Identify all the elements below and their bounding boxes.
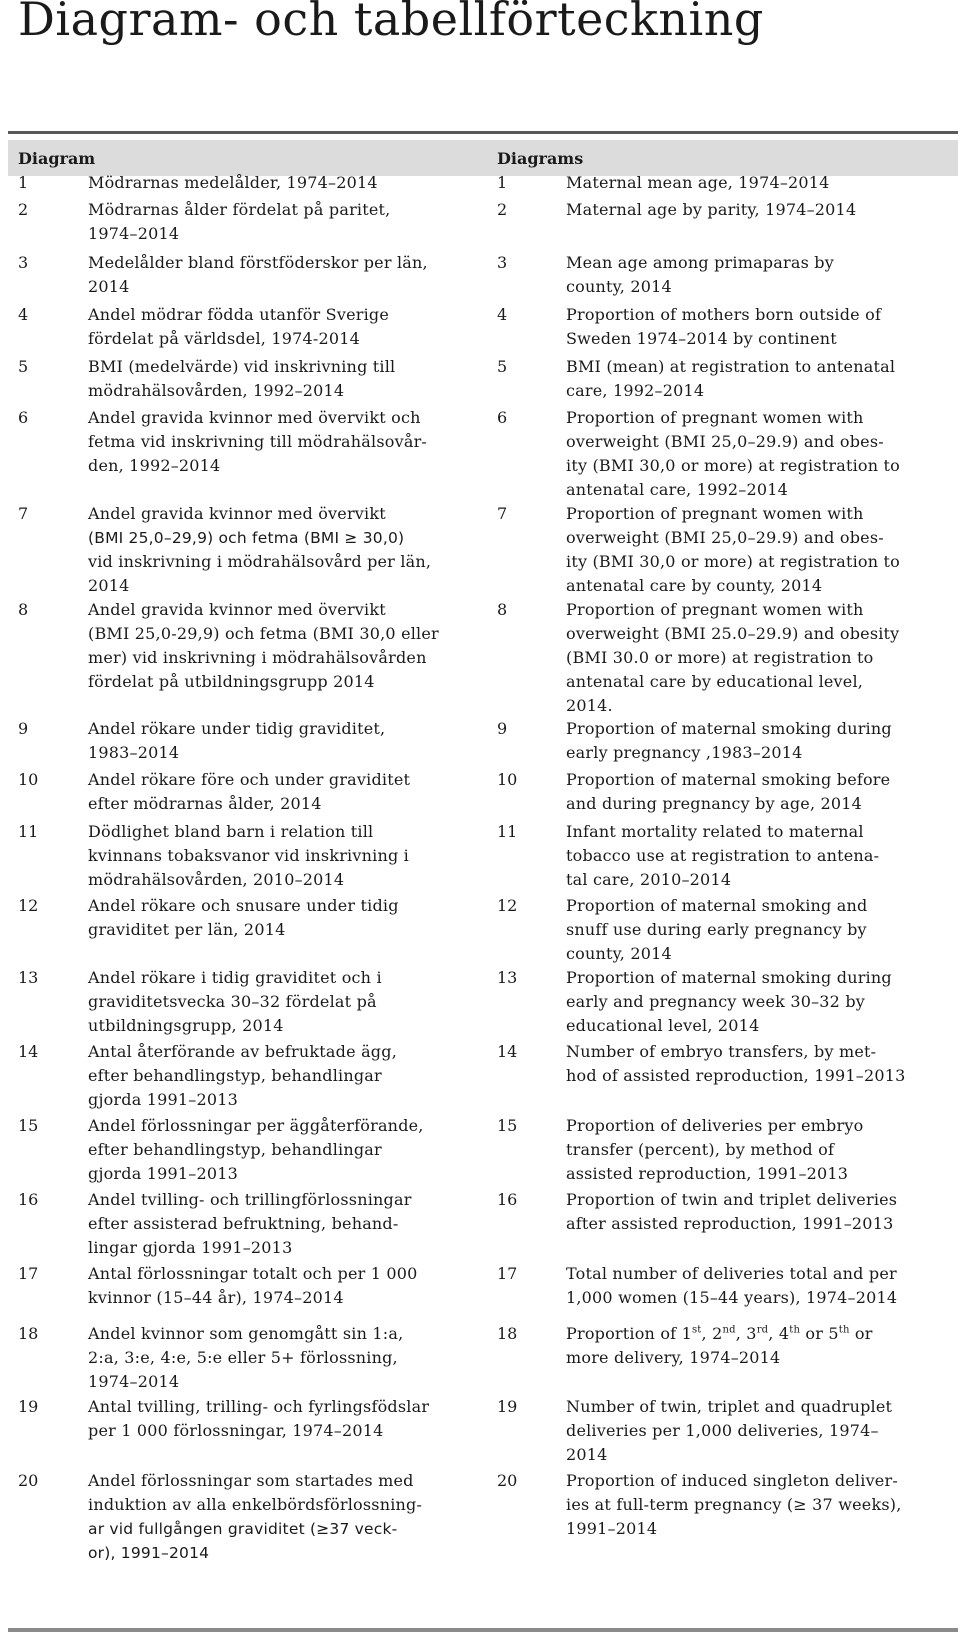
text-line: Andel gravida kvinnor med övervikt bbox=[88, 504, 386, 523]
text-line: efter behandlingstyp, behandlingar bbox=[88, 1140, 382, 1159]
text-line: transfer (percent), by method of bbox=[566, 1140, 835, 1159]
diagram-number: 14 bbox=[18, 1042, 39, 1061]
text-line: or), 1991–2014 bbox=[88, 1544, 210, 1562]
text-line: (BMI 30.0 or more) at registration to bbox=[566, 648, 874, 667]
diagram-title-english bbox=[566, 406, 956, 502]
text-line: county, 2014 bbox=[566, 277, 672, 296]
text-line: 2014. bbox=[566, 696, 613, 715]
text-line: 2014 bbox=[566, 1445, 608, 1464]
diagram-title-swedish bbox=[88, 1188, 478, 1260]
diagram-title-swedish bbox=[88, 171, 478, 195]
diagram-number: 20 bbox=[18, 1471, 39, 1490]
diagram-title-english bbox=[566, 1322, 956, 1370]
text-line: overweight (BMI 25,0–29.9) and obes- bbox=[566, 528, 884, 547]
text-line: Andel rökare och snusare under tidig bbox=[88, 896, 399, 915]
diagram-title-english bbox=[566, 1188, 956, 1236]
diagram-number: 3 bbox=[18, 253, 29, 272]
diagram-number: 8 bbox=[18, 600, 29, 619]
text-line: Proportion of maternal smoking before bbox=[566, 770, 891, 789]
diagram-title-swedish bbox=[88, 768, 478, 816]
diagram-number: 13 bbox=[497, 968, 518, 987]
text-line: utbildningsgrupp, 2014 bbox=[88, 1016, 284, 1035]
diagram-number: 17 bbox=[18, 1264, 39, 1283]
text-line: educational level, 2014 bbox=[566, 1016, 760, 1035]
text-line: early pregnancy ,1983–2014 bbox=[566, 743, 803, 762]
text-line: 1974–2014 bbox=[88, 224, 180, 243]
text-line: Proportion of maternal smoking during bbox=[566, 719, 892, 738]
text-line: ity (BMI 30,0 or more) at registration to bbox=[566, 552, 900, 571]
diagram-title-english bbox=[566, 820, 956, 892]
text-line: Proportion of induced singleton deliver- bbox=[566, 1471, 898, 1490]
diagram-number: 9 bbox=[497, 719, 508, 738]
text-line: (BMI 25,0–29,9) och fetma (BMI ≥ 30,0) bbox=[88, 529, 405, 547]
text-line: Andel rökare före och under graviditet bbox=[88, 770, 411, 789]
text-line: Proportion of pregnant women with bbox=[566, 504, 864, 523]
diagram-number: 15 bbox=[18, 1116, 39, 1135]
diagram-title-swedish bbox=[88, 1322, 478, 1394]
diagram-number: 2 bbox=[497, 200, 508, 219]
diagram-title-swedish bbox=[88, 251, 478, 299]
text-line: 2014 bbox=[88, 576, 130, 595]
diagram-title-swedish bbox=[88, 502, 478, 598]
text-line: Total number of deliveries total and per bbox=[566, 1264, 897, 1283]
text-line: Proportion of mothers born outside of bbox=[566, 305, 882, 324]
diagram-number: 19 bbox=[497, 1397, 518, 1416]
text-line: lingar gjorda 1991–2013 bbox=[88, 1238, 293, 1257]
diagram-number: 18 bbox=[497, 1324, 518, 1343]
diagram-number: 6 bbox=[497, 408, 508, 427]
diagram-number: 17 bbox=[497, 1264, 518, 1283]
diagram-title-swedish bbox=[88, 1114, 478, 1186]
diagram-number: 10 bbox=[497, 770, 518, 789]
diagram-title-swedish bbox=[88, 598, 478, 694]
diagram-number: 9 bbox=[18, 719, 29, 738]
diagram-title-swedish bbox=[88, 355, 478, 403]
diagram-title-swedish bbox=[88, 1262, 478, 1310]
diagram-number: 8 bbox=[497, 600, 508, 619]
diagram-title-english bbox=[566, 598, 956, 718]
page-title: Diagram- och tabellförteckning bbox=[18, 0, 764, 46]
diagram-number: 12 bbox=[497, 896, 518, 915]
diagram-number: 1 bbox=[497, 173, 508, 192]
text-line: mödrahälsovården, 1992–2014 bbox=[88, 381, 345, 400]
text-line: Proportion of pregnant women with bbox=[566, 408, 864, 427]
text-line: graviditetsvecka 30–32 fördelat på bbox=[88, 992, 377, 1011]
diagram-number: 1 bbox=[18, 173, 29, 192]
text-line: Andel rökare i tidig graviditet och i bbox=[88, 968, 382, 987]
diagram-title-swedish bbox=[88, 1040, 478, 1112]
table-bottom-rule bbox=[8, 1628, 958, 1632]
text-line: induktion av alla enkelbördsförlossning- bbox=[88, 1495, 423, 1514]
text-line: gjorda 1991–2013 bbox=[88, 1164, 238, 1183]
text-line: assisted reproduction, 1991–2013 bbox=[566, 1164, 849, 1183]
text-line: 1991–2014 bbox=[566, 1519, 658, 1538]
diagram-number: 20 bbox=[497, 1471, 518, 1490]
text-line: antenatal care, 1992–2014 bbox=[566, 480, 788, 499]
text-line: Andel förlossningar som startades med bbox=[88, 1471, 414, 1490]
text-line: kvinnans tobaksvanor vid inskrivning i bbox=[88, 846, 409, 865]
diagram-title-english bbox=[566, 966, 956, 1038]
text-line: ity (BMI 30,0 or more) at registration to bbox=[566, 456, 900, 475]
diagram-title-english bbox=[566, 1114, 956, 1186]
diagram-number: 6 bbox=[18, 408, 29, 427]
diagram-number: 12 bbox=[18, 896, 39, 915]
text-line: den, 1992–2014 bbox=[88, 456, 221, 475]
diagram-number: 7 bbox=[18, 504, 29, 523]
diagram-number: 16 bbox=[497, 1190, 518, 1209]
text-line: per 1 000 förlossningar, 1974–2014 bbox=[88, 1421, 384, 1440]
text-line: Proportion of deliveries per embryo bbox=[566, 1116, 864, 1135]
text-line: hod of assisted reproduction, 1991–2013 bbox=[566, 1066, 906, 1085]
text-line: Infant mortality related to maternal bbox=[566, 822, 864, 841]
diagram-number: 11 bbox=[18, 822, 39, 841]
text-line: Number of embryo transfers, by met- bbox=[566, 1042, 877, 1061]
text-line: snuff use during early pregnancy by bbox=[566, 920, 867, 939]
diagram-number: 2 bbox=[18, 200, 29, 219]
text-line: 2:a, 3:e, 4:e, 5:e eller 5+ förlossning, bbox=[88, 1348, 398, 1367]
text-line: deliveries per 1,000 deliveries, 1974– bbox=[566, 1421, 879, 1440]
text-line: gjorda 1991–2013 bbox=[88, 1090, 238, 1109]
text-line: Antal återförande av befruktade ägg, bbox=[88, 1042, 397, 1061]
text-line: 1,000 women (15–44 years), 1974–2014 bbox=[566, 1288, 898, 1307]
text-line: and during pregnancy by age, 2014 bbox=[566, 794, 863, 813]
text-line: Proportion of pregnant women with bbox=[566, 600, 864, 619]
text-line: overweight (BMI 25.0–29.9) and obesity bbox=[566, 624, 900, 643]
diagram-number: 11 bbox=[497, 822, 518, 841]
text-line: Antal förlossningar totalt och per 1 000 bbox=[88, 1264, 418, 1283]
text-line: kvinnor (15–44 år), 1974–2014 bbox=[88, 1288, 344, 1307]
diagram-title-swedish bbox=[88, 894, 478, 942]
text-line: county, 2014 bbox=[566, 944, 672, 963]
text-line: graviditet per län, 2014 bbox=[88, 920, 286, 939]
header-swedish: Diagram bbox=[18, 149, 96, 168]
text-line: early and pregnancy week 30–32 by bbox=[566, 992, 866, 1011]
text-line: Antal tvilling, trilling- och fyrlingsfödslar bbox=[88, 1397, 430, 1416]
diagram-number: 4 bbox=[497, 305, 508, 324]
text-line: ies at full-term pregnancy (≥ 37 weeks), bbox=[566, 1495, 902, 1514]
text-line: Proportion of maternal smoking and bbox=[566, 896, 868, 915]
diagram-number: 18 bbox=[18, 1324, 39, 1343]
diagram-title-swedish bbox=[88, 966, 478, 1038]
text-line: 1974–2014 bbox=[88, 1372, 180, 1391]
diagram-title-english bbox=[566, 1395, 956, 1467]
diagram-number: 10 bbox=[18, 770, 39, 789]
text-line: Dödlighet bland barn i relation till bbox=[88, 822, 374, 841]
text-line: Number of twin, triplet and quadruplet bbox=[566, 1397, 893, 1416]
diagram-title-swedish bbox=[88, 820, 478, 892]
diagram-title-english bbox=[566, 502, 956, 598]
diagram-number: 5 bbox=[497, 357, 508, 376]
text-line: antenatal care by county, 2014 bbox=[566, 576, 823, 595]
text-line: mer) vid inskrivning i mödrahälsovården bbox=[88, 648, 427, 667]
diagram-title-swedish bbox=[88, 1395, 478, 1443]
text-line: after assisted reproduction, 1991–2013 bbox=[566, 1214, 894, 1233]
header-english: Diagrams bbox=[497, 149, 584, 168]
text-line: Mödrarnas medelålder, 1974–2014 bbox=[88, 173, 378, 192]
text-line: vid inskrivning i mödrahälsovård per län, bbox=[88, 552, 432, 571]
text-line: care, 1992–2014 bbox=[566, 381, 705, 400]
text-line: tobacco use at registration to antena- bbox=[566, 846, 880, 865]
text-line: Maternal age by parity, 1974–2014 bbox=[566, 200, 857, 219]
text-line: Andel tvilling- och trillingförlossningar bbox=[88, 1190, 412, 1209]
text-line: Proportion of maternal smoking during bbox=[566, 968, 892, 987]
diagram-title-english bbox=[566, 1469, 956, 1541]
diagram-number: 5 bbox=[18, 357, 29, 376]
text-line: antenatal care by educational level, bbox=[566, 672, 864, 691]
diagram-title-english bbox=[566, 171, 956, 195]
diagram-number: 3 bbox=[497, 253, 508, 272]
text-line: 1983–2014 bbox=[88, 743, 180, 762]
text-line: mödrahälsovården, 2010–2014 bbox=[88, 870, 345, 889]
text-line: Mödrarnas ålder fördelat på paritet, bbox=[88, 200, 391, 219]
diagram-number: 4 bbox=[18, 305, 29, 324]
diagram-number: 16 bbox=[18, 1190, 39, 1209]
text-line: Andel rökare under tidig graviditet, bbox=[88, 719, 386, 738]
text-line: Sweden 1974–2014 by continent bbox=[566, 329, 837, 348]
diagram-title-english bbox=[566, 717, 956, 765]
text-line: overweight (BMI 25,0–29.9) and obes- bbox=[566, 432, 884, 451]
diagram-title-swedish bbox=[88, 406, 478, 478]
text-line: Andel gravida kvinnor med övervikt bbox=[88, 600, 386, 619]
text-line: Proportion of 1st, 2nd, 3rd, 4th or 5th or bbox=[566, 1324, 873, 1343]
diagram-number: 19 bbox=[18, 1397, 39, 1416]
text-line: Andel kvinnor som genomgått sin 1:a, bbox=[88, 1324, 404, 1343]
text-line: BMI (medelvärde) vid inskrivning till bbox=[88, 357, 396, 376]
text-line: Andel mödrar födda utanför Sverige bbox=[88, 305, 390, 324]
text-line: fördelat på utbildningsgrupp 2014 bbox=[88, 672, 375, 691]
diagram-title-english bbox=[566, 894, 956, 966]
text-line: 2014 bbox=[88, 277, 130, 296]
diagram-title-swedish bbox=[88, 198, 478, 246]
text-line: efter assisterad befruktning, behand- bbox=[88, 1214, 399, 1233]
diagram-title-swedish bbox=[88, 303, 478, 351]
diagram-title-english bbox=[566, 303, 956, 351]
diagram-title-english bbox=[566, 198, 956, 222]
text-line: Medelålder bland förstföderskor per län, bbox=[88, 253, 428, 272]
text-line: more delivery, 1974–2014 bbox=[566, 1348, 781, 1367]
diagram-number: 14 bbox=[497, 1042, 518, 1061]
table-top-rule bbox=[8, 131, 958, 134]
text-line: (BMI 25,0-29,9) och fetma (BMI 30,0 eller bbox=[88, 624, 439, 643]
text-line: Andel förlossningar per äggåterförande, bbox=[88, 1116, 424, 1135]
text-line: fördelat på världsdel, 1974-2014 bbox=[88, 329, 360, 348]
text-line: Mean age among primaparas by bbox=[566, 253, 834, 272]
text-line: Proportion of twin and triplet deliveries bbox=[566, 1190, 898, 1209]
diagram-title-english bbox=[566, 251, 956, 299]
diagram-number: 15 bbox=[497, 1116, 518, 1135]
text-line: Andel gravida kvinnor med övervikt och bbox=[88, 408, 421, 427]
diagram-title-swedish bbox=[88, 717, 478, 765]
diagram-number: 13 bbox=[18, 968, 39, 987]
diagram-title-english bbox=[566, 1262, 956, 1310]
text-line: tal care, 2010–2014 bbox=[566, 870, 732, 889]
text-line: fetma vid inskrivning till mödrahälsovår- bbox=[88, 432, 428, 451]
diagram-title-english bbox=[566, 355, 956, 403]
diagram-title-english bbox=[566, 768, 956, 816]
diagram-title-english bbox=[566, 1040, 956, 1088]
diagram-title-swedish bbox=[88, 1469, 478, 1565]
text-line: efter mödrarnas ålder, 2014 bbox=[88, 794, 322, 813]
text-line: efter behandlingstyp, behandlingar bbox=[88, 1066, 382, 1085]
text-line: BMI (mean) at registration to antenatal bbox=[566, 357, 896, 376]
text-line: ar vid fullgången graviditet (≥37 veck- bbox=[88, 1520, 398, 1538]
diagram-number: 7 bbox=[497, 504, 508, 523]
text-line: Maternal mean age, 1974–2014 bbox=[566, 173, 830, 192]
